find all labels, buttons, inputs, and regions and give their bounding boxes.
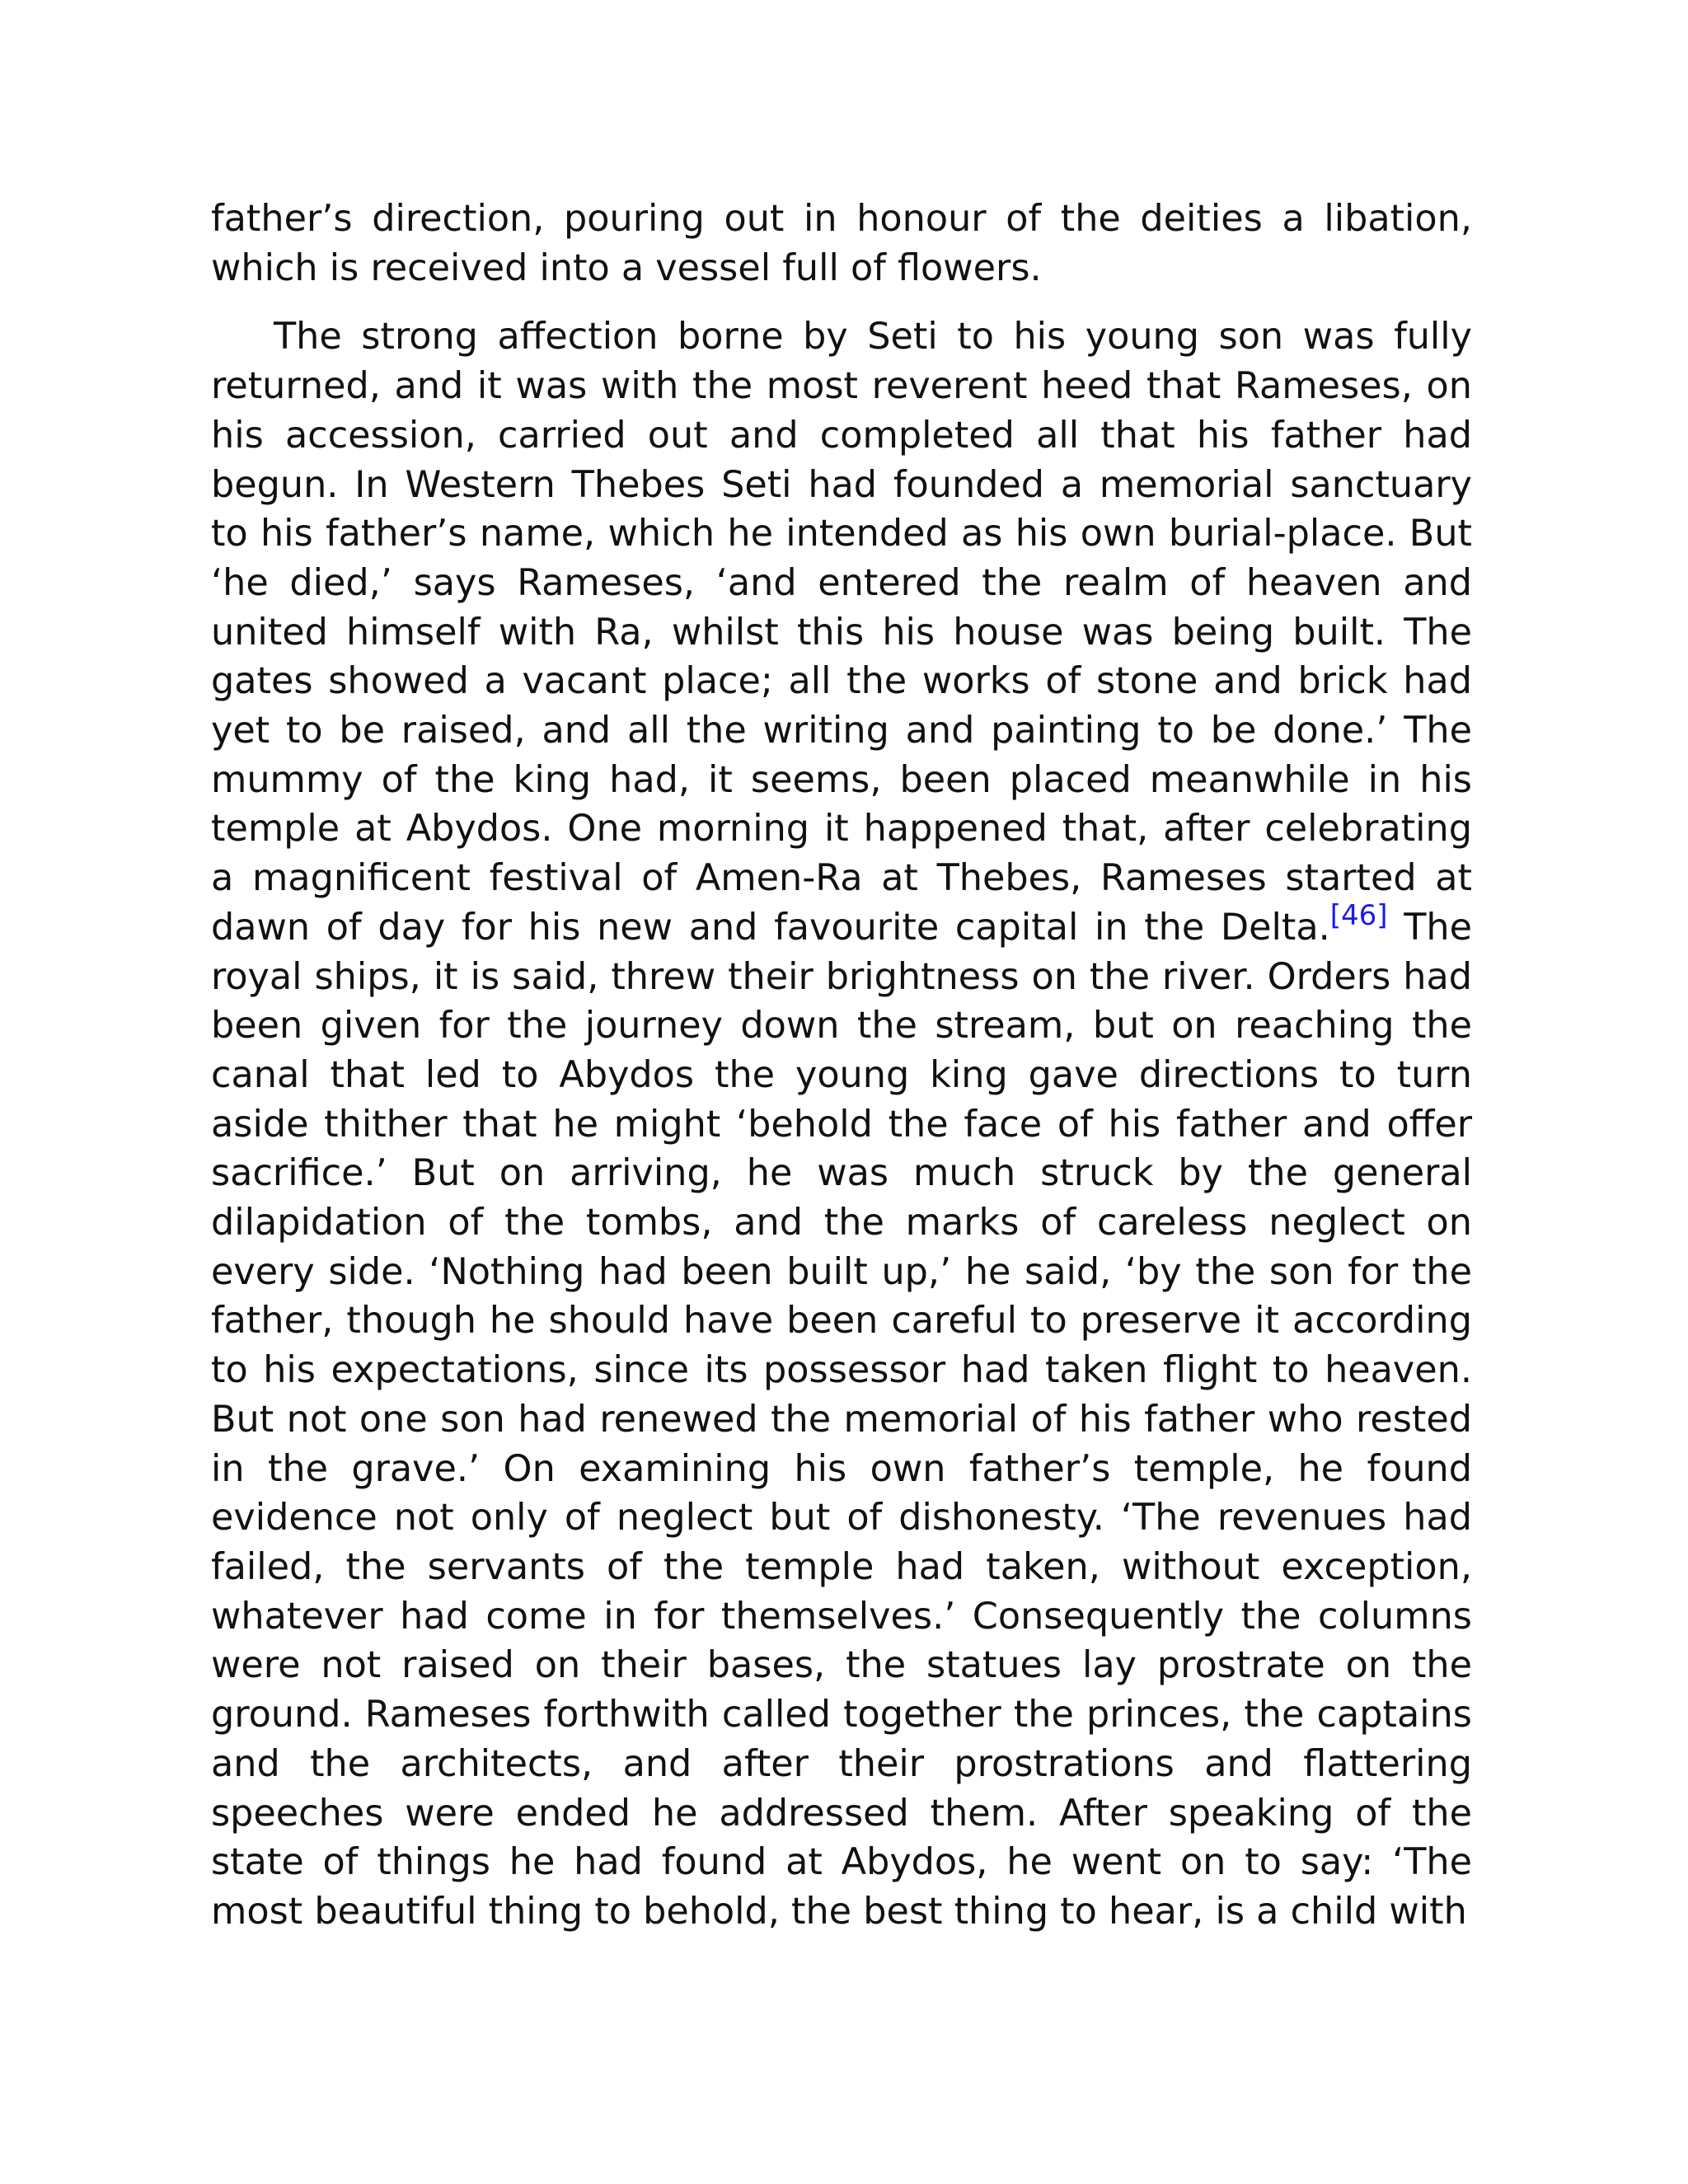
book-page (211, 194, 1472, 1937)
paragraph-continued-text: father’s direction, pouring out in honour of the deities a libation, which is received into a vessel full of flowers. (211, 198, 1472, 289)
paragraph-main (211, 312, 1472, 1936)
paragraph-continued (211, 194, 1472, 293)
paragraph-main-text-a: The strong affection borne by Seti to his young son was fully returned, and it was with the most reverent heed that Rameses, on his accession, carried out and completed all that his father had begun. In Western Thebes Seti had founded a memorial sanctuary to his father’s name, which he intended as his own burial-place. But ‘he died,’ says Rameses, ‘and entered the realm of heaven and united himself with Ra, whilst this his house was being built. The gates showed a vacant place; all the works of stone and brick had yet to be raised, and all the writing and painting to be done.’ The mummy of the king had, it seems, been placed meanwhile in his temple at Abydos. One morning it happened that, after celebrating a magnificent festival of Amen-Ra at Thebes, Rameses started at dawn of day for his new and favourite capital in the Delta. (211, 316, 1472, 949)
footnote-link-46[interactable]: [46] (1329, 898, 1388, 932)
paragraph-main-text-b: The royal ships, it is said, threw their brightness on the river. Orders had been given for the journey down the stream, but on reaching the canal that led to Abydos the young king gave directions to turn aside thither that he might ‘behold the face of his father and offer sacrifice.’ But on arriving, he was much struck by the general dilapidation of the tombs, and the marks of careless neglect on every side. ‘Nothing had been built up,’ he said, ‘by the son for the father, though he should have been careful to preserve it according to his expectations, since its possessor had taken flight to heaven. But not one son had renewed the memorial of his father who rested in the grave.’ On examining his own father’s temple, he found evidence not only of neglect but of dishonesty. ‘The revenues had failed, the servants of the temple had taken, without exception, whatever had come in for themselves.’ Consequently the columns were not raised on their bases, the statues lay prostrate on the ground. Rameses forthwith called together the princes, the captains and the architects, and after their prostrations and flattering speeches were ended he addressed them. After speaking of the state of things he had found at Abydos, he went on to say: ‘The most beautiful thing to behold, the best thing to hear, is a child with (211, 906, 1472, 1933)
